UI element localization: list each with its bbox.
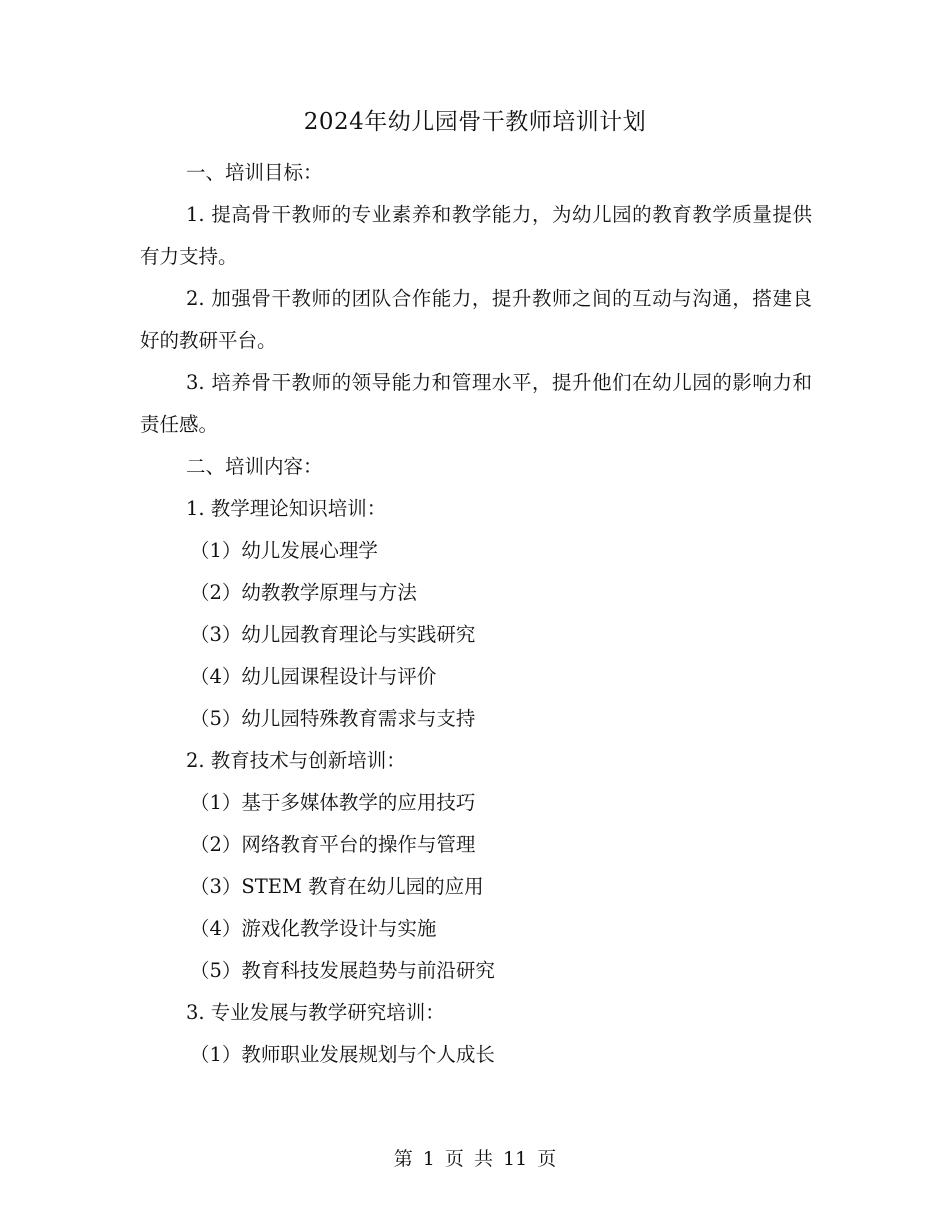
goal-item-1: 1. 提高骨干教师的专业素养和教学能力，为幼儿园的教育教学质量提供有力支持。 — [140, 203, 812, 268]
content-1-item: （5）幼儿园特殊教育需求与支持 — [190, 707, 476, 730]
content-2-item: （2）网络教育平台的操作与管理 — [190, 833, 476, 856]
content-3-heading: 3. 专业发展与教学研究培训： — [186, 1001, 445, 1024]
content-1-heading: 1. 教学理论知识培训： — [186, 497, 387, 520]
goal-item-3: 3. 培养骨干教师的领导能力和管理水平，提升他们在幼儿园的影响力和责任感。 — [140, 371, 812, 436]
document-title: 2024年幼儿园骨干教师培训计划 — [303, 109, 647, 135]
goals-heading: 一、培训目标： — [186, 161, 323, 184]
content-1-item: （2）幼教教学原理与方法 — [190, 581, 417, 604]
content-2-item: （4）游戏化教学设计与实施 — [190, 917, 437, 940]
content-heading: 二、培训内容： — [186, 455, 323, 478]
page-footer: 第 1 页 共 11 页 — [393, 1148, 557, 1170]
content-1-item: （4）幼儿园课程设计与评价 — [190, 665, 437, 688]
document-body — [140, 152, 812, 1076]
content-2-item: （5）教育科技发展趋势与前沿研究 — [190, 959, 495, 982]
content-2-item: （1）基于多媒体教学的应用技巧 — [190, 791, 476, 814]
content-2-item: （3）STEM 教育在幼儿园的应用 — [190, 875, 484, 898]
goal-item-2: 2. 加强骨干教师的团队合作能力，提升教师之间的互动与沟通，搭建良好的教研平台。 — [140, 287, 812, 352]
content-1-item: （3）幼儿园教育理论与实践研究 — [190, 623, 476, 646]
content-2-heading: 2. 教育技术与创新培训： — [186, 749, 406, 772]
content-3-item: （1）教师职业发展规划与个人成长 — [190, 1043, 495, 1066]
content-1-item: （1）幼儿发展心理学 — [190, 539, 378, 562]
